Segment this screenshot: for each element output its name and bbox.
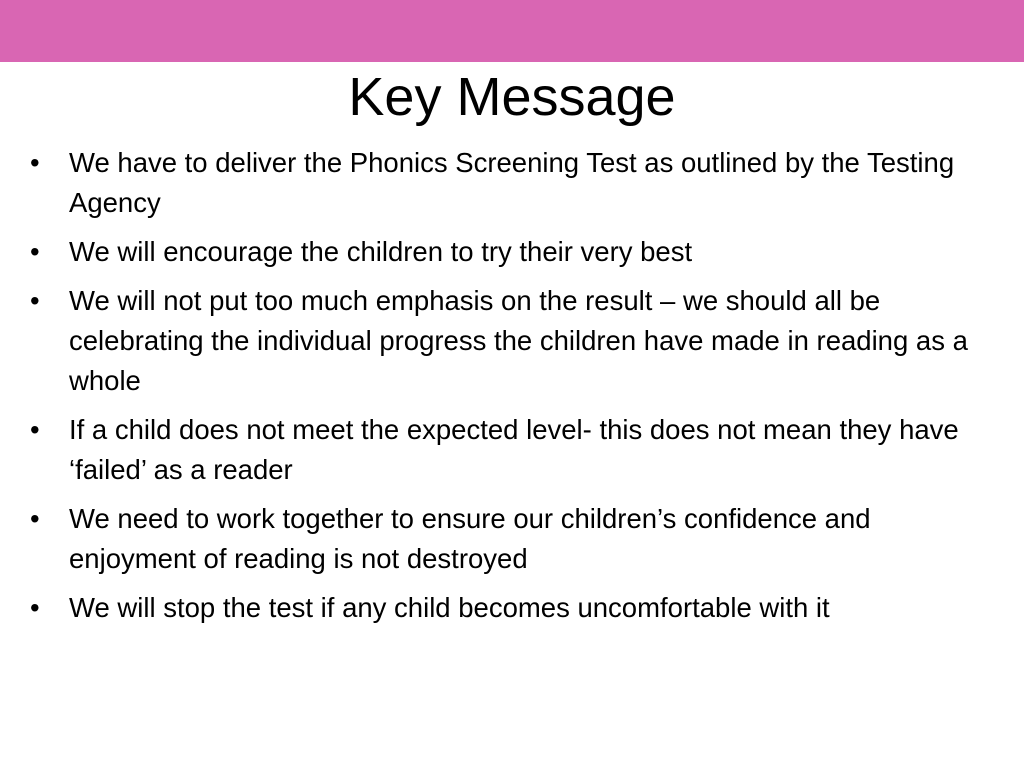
bullet-icon: • <box>30 592 40 623</box>
bullet-list <box>30 143 1000 637</box>
bullet-icon: • <box>30 503 40 534</box>
bullet-icon: • <box>30 236 40 267</box>
slide-title: Key Message <box>348 67 676 127</box>
bullet-item <box>30 143 1000 223</box>
bullet-text: We need to work together to ensure our children’s confidence and enjoyment of reading is not destroyed <box>69 503 871 574</box>
bullet-text: We will not put too much emphasis on the result – we should all be celebrating the individual progress the children have made in reading as a whole <box>69 285 968 396</box>
bullet-item <box>30 410 1000 490</box>
bullet-text: We have to deliver the Phonics Screening Test as outlined by the Testing Agency <box>69 147 955 218</box>
bullet-text: If a child does not meet the expected level- this does not mean they have ‘failed’ as a reader <box>69 414 959 485</box>
bullet-item <box>30 281 1000 401</box>
top-color-band <box>0 0 1024 62</box>
bullet-text: We will stop the test if any child becomes uncomfortable with it <box>69 592 830 623</box>
bullet-text: We will encourage the children to try their very best <box>69 236 693 267</box>
bullet-icon: • <box>30 414 40 445</box>
bullet-item <box>30 499 1000 579</box>
bullet-icon: • <box>30 147 40 178</box>
bullet-item <box>30 588 1000 628</box>
bullet-item <box>30 232 1000 272</box>
bullet-icon: • <box>30 285 40 316</box>
